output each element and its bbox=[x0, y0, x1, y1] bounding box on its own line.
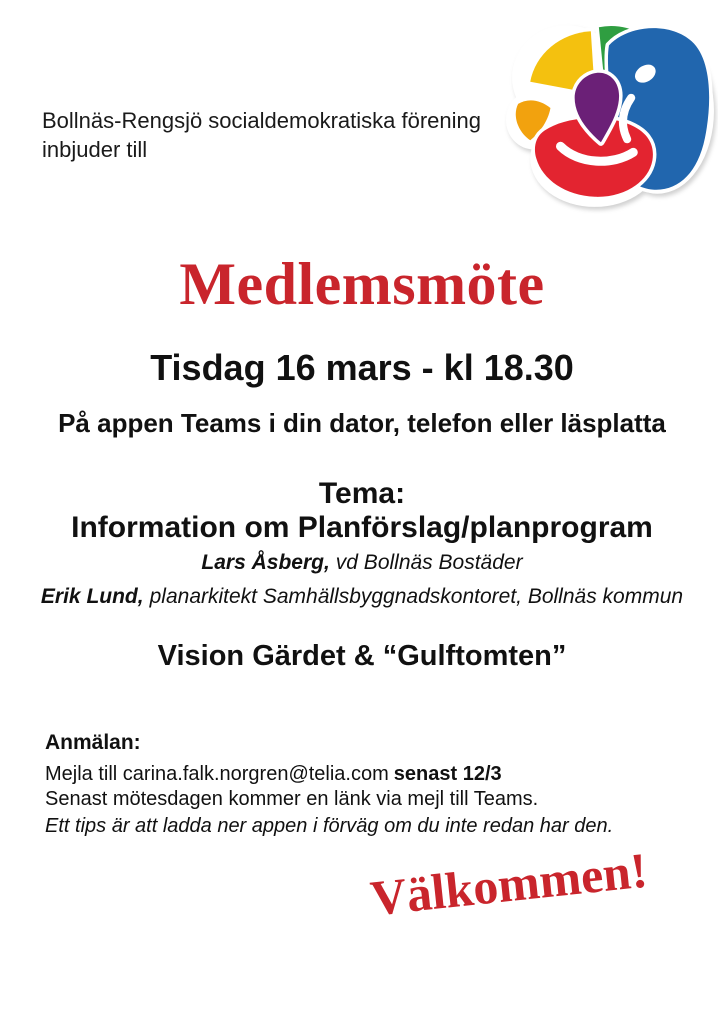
tema-heading: Tema: bbox=[318, 477, 406, 510]
header-text bbox=[42, 106, 481, 164]
organization-logo bbox=[504, 10, 718, 214]
tema-block bbox=[0, 477, 724, 545]
closing-welcome-text: Välkommen! bbox=[368, 841, 651, 927]
event-platform: På appen Teams i din dator, telefon eller läsplatta bbox=[58, 408, 666, 438]
header-line2: inbjuder till bbox=[42, 137, 148, 162]
tema-subject: Information om Planförslag/planprogram bbox=[71, 511, 653, 544]
registration-link-line: Senast mötesdagen kommer en länk via mejl till Teams. bbox=[45, 788, 539, 810]
speaker-lars-asberg bbox=[0, 551, 724, 575]
speaker-role: vd Bollnäs Bostäder bbox=[335, 551, 523, 574]
page-title: Medlemsmöte bbox=[179, 251, 545, 317]
registration-deadline: senast 12/3 bbox=[393, 763, 502, 785]
colorful-face-logo-icon bbox=[504, 10, 718, 214]
registration-email-text: Mejla till carina.falk.norgren@telia.com bbox=[45, 763, 389, 785]
event-datetime: Tisdag 16 mars - kl 18.30 bbox=[150, 347, 574, 388]
speaker-role: planarkitekt Samhällsbyggnadskontoret, Bollnäs kommun bbox=[149, 585, 684, 608]
registration-block bbox=[45, 730, 613, 839]
vision-heading: Vision Gärdet & “Gulftomten” bbox=[157, 640, 567, 672]
speaker-erik-lund bbox=[0, 585, 724, 609]
registration-heading: Anmälan: bbox=[45, 731, 141, 754]
header-line1: Bollnäs-Rengsjö socialdemokratiska förening bbox=[42, 108, 482, 133]
speaker-name: Lars Åsberg, bbox=[201, 551, 330, 574]
registration-tip-line: Ett tips är att ladda ner appen i förväg om du inte redan har den. bbox=[45, 815, 614, 837]
speaker-name: Erik Lund, bbox=[40, 585, 144, 608]
registration-email-line bbox=[45, 762, 613, 787]
